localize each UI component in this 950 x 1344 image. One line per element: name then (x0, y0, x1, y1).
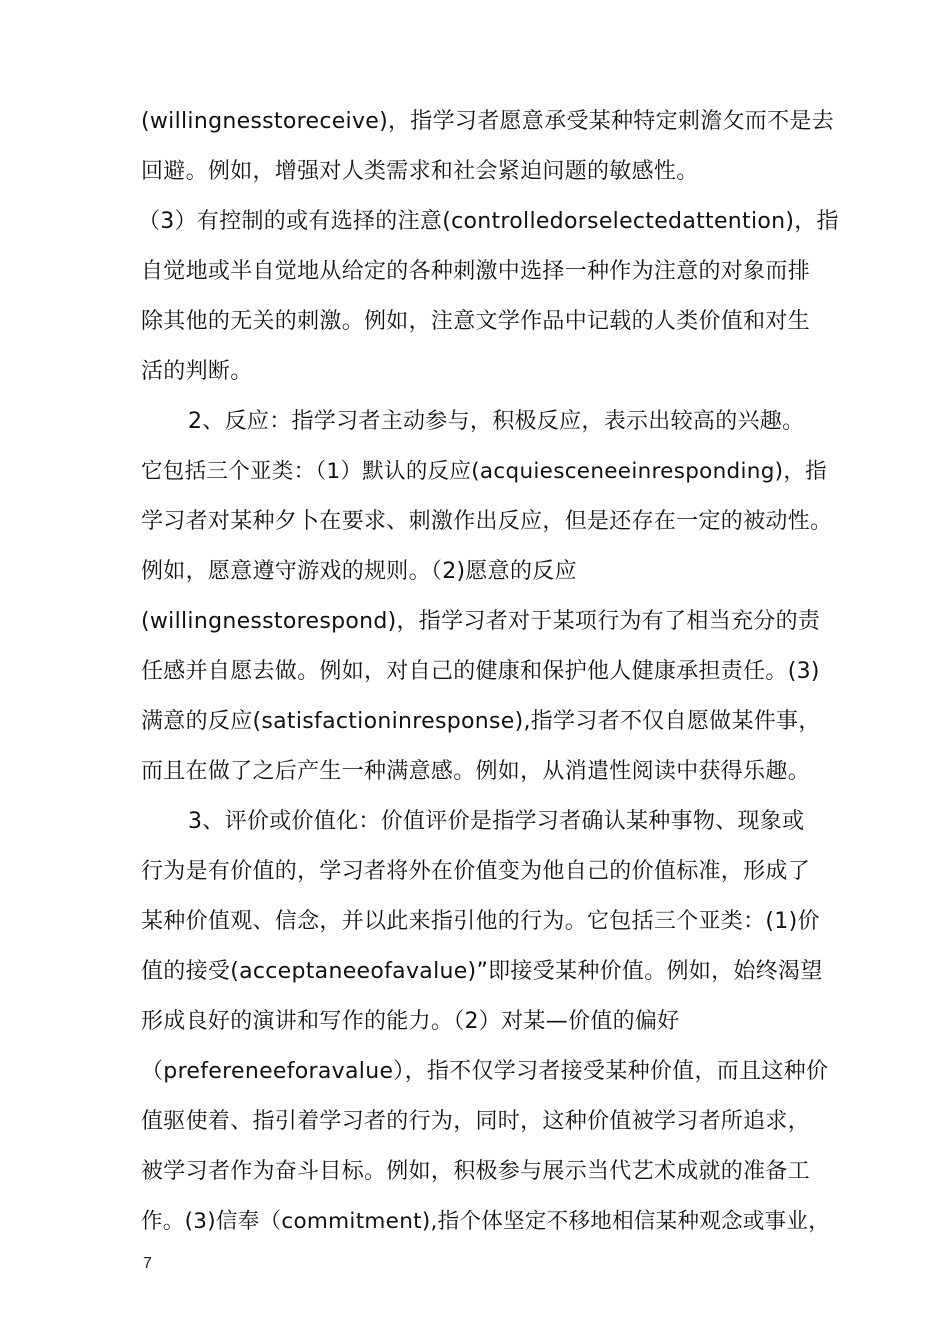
text-line: (willingnesstoreceive)，指学习者愿意承受某种特定刺澹攵而不是去 (141, 109, 835, 134)
text-line: 某种价值观、信念，并以此来指引他的行为。它包括三个亚类：(1)价 (141, 909, 820, 934)
text-line: 它包括三个亚类：（1）默认的反应(acquiesceneeinresponding)，指 (141, 459, 827, 484)
text-line: 值驱使着、指引着学习者的行为，同时，这种价值被学习者所追求， (141, 1109, 811, 1134)
text-line: 例如，愿意遵守游戏的规则。（2)愿意的反应 (141, 559, 577, 584)
text-line: 形成良好的演讲和写作的能力。（2）对某—价值的偏好 (141, 1009, 680, 1034)
text-line: 2、反应：指学习者主动参与，积极反应，表示出较高的兴趣。 (188, 409, 805, 434)
text-line: 3、评价或价值化：价值评价是指学习者确认某种事物、现象或 (188, 809, 805, 834)
text-line: 值的接受(acceptaneeofavalue)”即接受某种价值。例如，始终渴望 (141, 959, 823, 984)
text-line: 自觉地或半自觉地从给定的各种刺激中选择一种作为注意的对象而排 (141, 259, 811, 284)
text-line: 活的判断。 (141, 359, 253, 384)
text-line: 满意的反应(satisfactioninresponse),指学习者不仅自愿做某件事， (141, 709, 821, 734)
text-line: （prefereneeforavalue），指不仅学习者接受某种价值，而且这种价 (141, 1059, 829, 1084)
page-number: 7 (143, 1255, 152, 1272)
text-line: （3）有控制的或有选择的注意(controlledorselectedattention)，指 (138, 209, 839, 234)
text-line: 回避。例如，增强对人类需求和社会紧迫问题的敏感性。 (141, 159, 699, 184)
text-line: 而且在做了之后产生一种满意感。例如，从消遣性阅读中获得乐趣。 (141, 759, 811, 784)
text-line: 学习者对某种夕卜在要求、刺激作出反应，但是还存在一定的被动性。 (141, 509, 833, 534)
text-line: 任感并自愿去做。例如，对自己的健康和保护他人健康承担责任。(3) (141, 659, 820, 684)
text-line: 行为是有价值的，学习者将外在价值变为他自己的价值标准，形成了 (141, 859, 811, 884)
text-line: 作。(3)信奉（commitment),指个体坚定不移地相信某种观念或事业， (141, 1209, 831, 1234)
text-line: 除其他的无关的刺激。例如，注意文学作品中记载的人类价值和对生 (141, 309, 811, 334)
text-line: (willingnesstorespond)，指学习者对于某项行为有了相当充分的责 (141, 609, 821, 634)
text-line: 被学习者作为奋斗目标。例如，积极参与展示当代艺术成就的准备工 (141, 1159, 811, 1184)
